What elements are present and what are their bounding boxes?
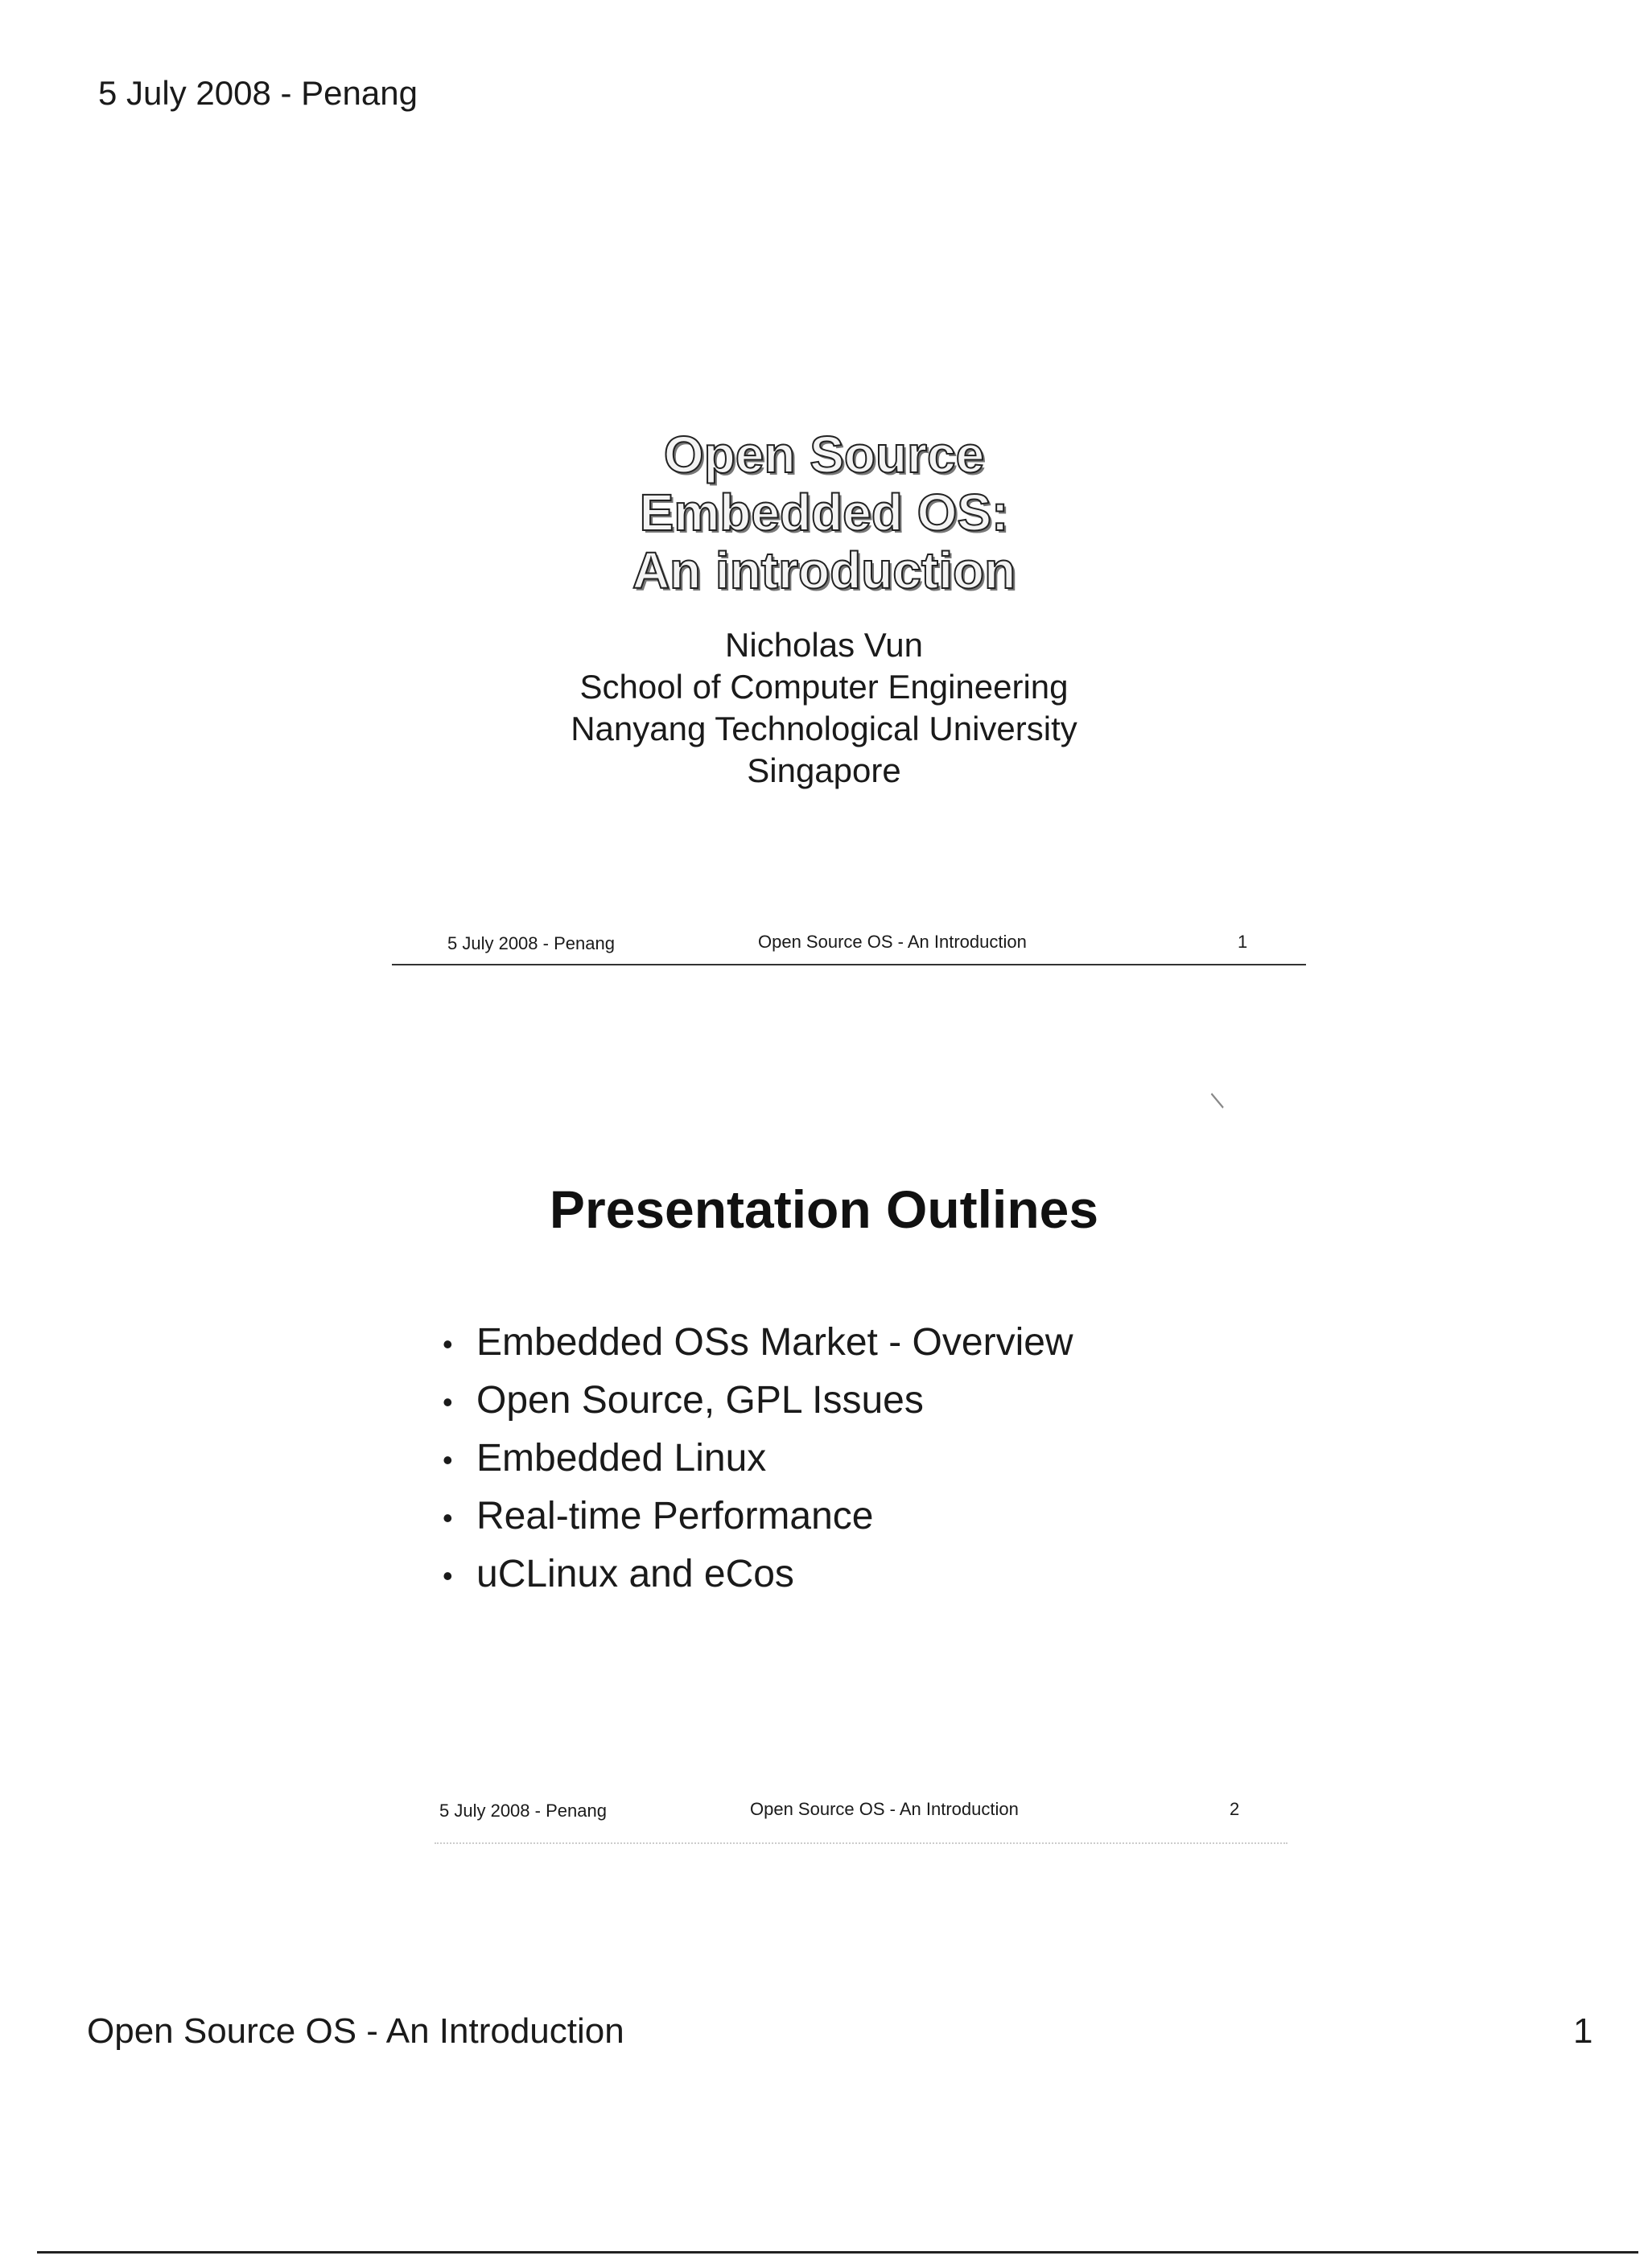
slide1-title-line-3: An introduction [632,541,1016,599]
slide2-bullet-item [443,1314,1073,1372]
bullet-icon: • [443,1327,453,1361]
slide2-bullet-text: Real-time Performance [476,1495,874,1537]
slide2-bullet-text: Embedded OSs Market - Overview [476,1321,1073,1364]
slide2-bullet-text: Open Source, GPL Issues [476,1379,924,1422]
page-footer-title: Open Source OS - An Introduction [87,2011,624,2051]
bullet-icon: • [443,1501,453,1535]
slide2-footer-rule [435,1842,1288,1844]
page-header-date: 5 July 2008 - Penang [98,74,418,112]
page-footer-number: 1 [1573,2011,1593,2051]
slide2-footer-number: 2 [1230,1799,1240,1819]
slide1-affiliation-line-3: Singapore [747,751,901,789]
slide2-bullet-text: Embedded Linux [476,1437,767,1480]
slide2-title: Presentation Outlines [549,1179,1099,1239]
slide1-footer-date: 5 July 2008 - Penang [447,933,615,953]
slide1-footer-number: 1 [1238,932,1248,952]
slide1-footer-title: Open Source OS - An Introduction [758,932,1027,952]
slide2-bullet-item [443,1430,1073,1488]
slide1-affiliation-line-1: School of Computer Engineering [579,668,1069,706]
slide1-title-line-1: Open Source [663,426,985,484]
slide2-bullet-text: uCLinux and eCos [476,1553,794,1595]
slide2-footer-title: Open Source OS - An Introduction [750,1799,1019,1819]
slide1-affiliation-line-2: Nanyang Technological University [571,710,1077,747]
slide1-footer-rule [392,964,1306,965]
bullet-icon: • [443,1443,453,1477]
slide2-footer-date: 5 July 2008 - Penang [439,1801,607,1821]
slide2-bullet-item [443,1372,1073,1430]
slide1-title-line-2: Embedded OS: [639,484,1009,541]
scan-mark: / [1205,1090,1231,1112]
slide2-bullet-item [443,1546,1073,1603]
slide2-bullet-list [443,1314,1073,1603]
slide2-bullet-item [443,1488,1073,1546]
bullet-icon: • [443,1559,453,1593]
bullet-icon: • [443,1385,453,1419]
page-bottom-rule [37,2251,1638,2254]
slide1-author: Nicholas Vun [725,626,923,664]
